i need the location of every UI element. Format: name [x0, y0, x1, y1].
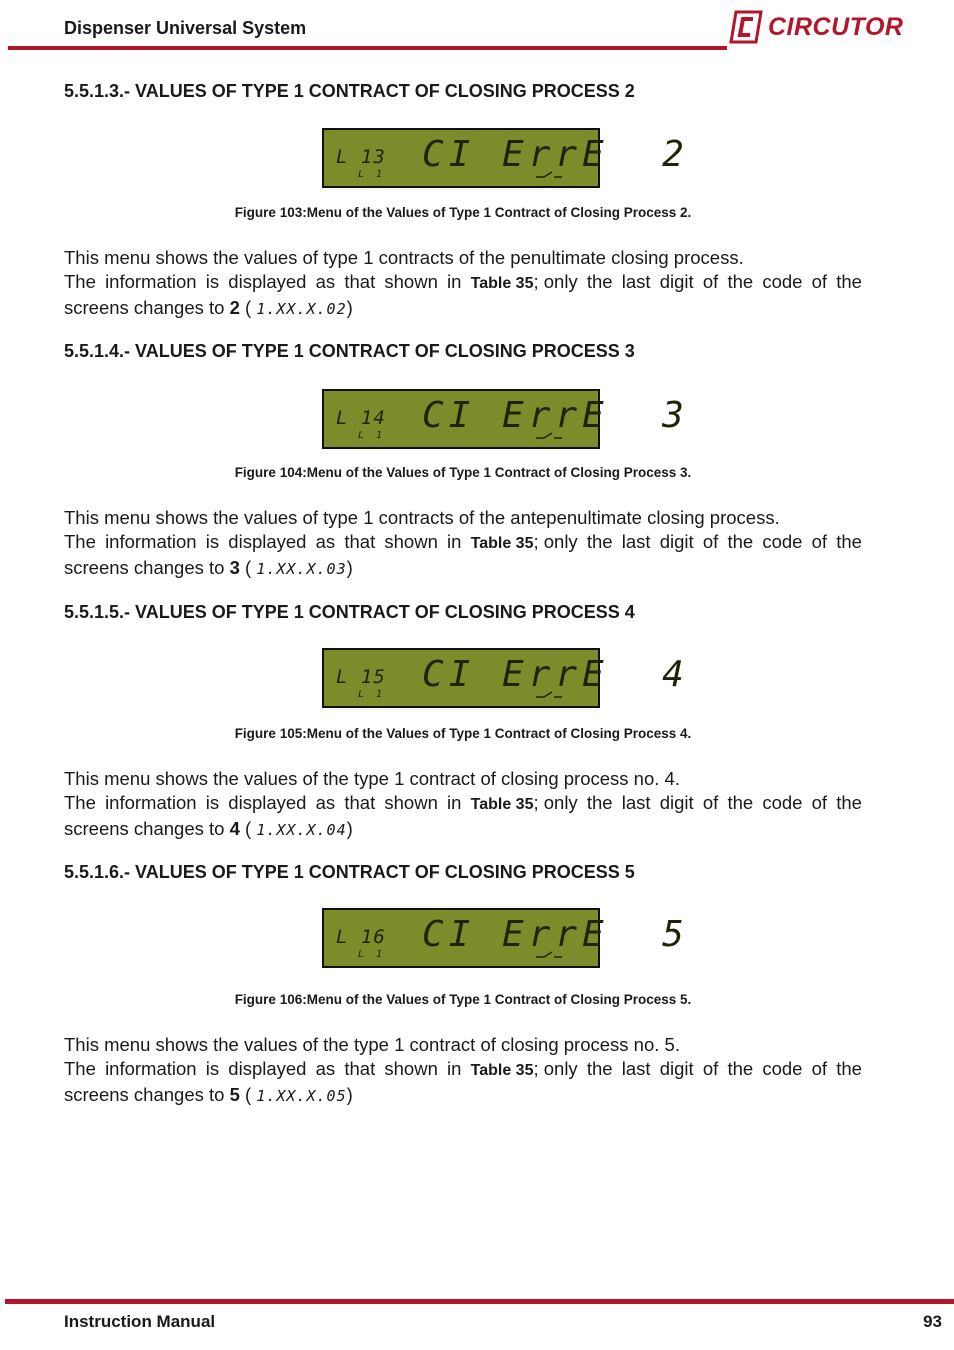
lcd-code: L 14: [336, 407, 386, 429]
lcd-display: [322, 908, 689, 968]
word: that: [344, 271, 376, 292]
word: of: [702, 1058, 719, 1079]
word: that: [344, 531, 376, 552]
figure-caption: Figure 104:Menu of the Values of Type 1 Contract of Closing Process 3.: [234, 465, 692, 480]
lcd-display: [322, 648, 689, 708]
word: ; only: [533, 531, 578, 552]
lcd-subcode: L 1: [358, 430, 386, 441]
word: ; only: [533, 1058, 578, 1079]
word: last: [621, 1058, 651, 1079]
paragraph-line: This menu shows the values of type 1 contracts of the antepenultimate closing process.: [64, 507, 780, 528]
word: that: [344, 792, 376, 813]
figure-caption: Figure 106:Menu of the Values of Type 1 Contract of Closing Process 5.: [234, 992, 692, 1007]
word: of: [702, 271, 719, 292]
footer-manual-title: Instruction Manual: [64, 1312, 216, 1331]
word: The: [64, 792, 96, 813]
paragraph-line: screens changes to 2 ( 1.XX.X.02): [64, 297, 353, 318]
word: of: [811, 792, 828, 813]
table-reference-link[interactable]: Table 35: [470, 796, 534, 813]
word: displayed: [228, 531, 307, 552]
table-reference-link[interactable]: Table 35: [470, 535, 534, 552]
lcd-main-text: CI ErrE 4: [422, 654, 689, 695]
word: information: [105, 271, 197, 292]
section-heading: 5.5.1.5.- VALUES OF TYPE 1 CONTRACT OF CLOSING PROCESS 4: [64, 602, 635, 622]
word: that: [344, 1058, 376, 1079]
contact-switch-icon: [534, 690, 564, 700]
screen-code: 1.XX.X.05: [256, 1087, 347, 1105]
paragraph-line-justified: [64, 530, 862, 556]
paragraph-line: screens changes to 4 ( 1.XX.X.04): [64, 818, 353, 839]
word: the: [586, 1058, 613, 1079]
lcd-main-text: CI ErrE 5: [422, 914, 689, 955]
digit-value: 5: [229, 1084, 240, 1105]
word: code: [762, 1058, 803, 1079]
paragraph: [64, 246, 862, 321]
brand-logo: [728, 8, 908, 46]
paragraph: [64, 506, 862, 581]
word: in: [447, 271, 462, 292]
word: of: [702, 792, 719, 813]
word: The: [64, 271, 96, 292]
page-number: 93: [923, 1312, 942, 1331]
lcd-main-text: CI ErrE 3: [422, 395, 689, 436]
word: of: [702, 531, 719, 552]
word: of: [811, 1058, 828, 1079]
word: as: [315, 271, 336, 292]
logo-text: CIRCUTOR: [768, 12, 904, 41]
contact-switch-icon: [534, 170, 564, 180]
lcd-code: L 15: [336, 666, 386, 688]
paragraph-line: This menu shows the values of the type 1 contract of closing process no. 5.: [64, 1034, 680, 1055]
section-heading: 5.5.1.3.- VALUES OF TYPE 1 CONTRACT OF CLOSING PROCESS 2: [64, 81, 635, 101]
paragraph-line: This menu shows the values of the type 1 contract of closing process no. 4.: [64, 768, 680, 789]
figure-caption: Figure 105:Menu of the Values of Type 1 Contract of Closing Process 4.: [234, 726, 692, 741]
word: shown: [384, 1058, 438, 1079]
word: the: [836, 531, 862, 552]
paragraph: [64, 1033, 862, 1108]
section-heading: 5.5.1.4.- VALUES OF TYPE 1 CONTRACT OF CLOSING PROCESS 3: [64, 341, 635, 361]
word: digit: [659, 792, 694, 813]
word: in: [447, 1058, 462, 1079]
word: ; only: [533, 271, 578, 292]
footer-rule: [5, 1299, 954, 1304]
lcd-main-text: CI ErrE 2: [422, 134, 689, 175]
contact-switch-icon: [534, 431, 564, 441]
word: is: [205, 531, 220, 552]
paragraph-line: This menu shows the values of type 1 contracts of the penultimate closing process.: [64, 247, 744, 268]
word: code: [762, 531, 803, 552]
word: the: [586, 271, 613, 292]
word: displayed: [228, 1058, 307, 1079]
table-reference-link[interactable]: Table 35: [470, 1062, 534, 1079]
word: of: [811, 271, 828, 292]
screen-code: 1.XX.X.03: [256, 560, 347, 578]
word: code: [762, 271, 803, 292]
word: displayed: [228, 792, 307, 813]
word: last: [621, 792, 651, 813]
word: is: [205, 1058, 220, 1079]
contact-switch-icon: [534, 950, 564, 960]
word: digit: [659, 271, 694, 292]
word: information: [105, 792, 197, 813]
word: is: [205, 792, 220, 813]
word: as: [315, 792, 336, 813]
screen-code: 1.XX.X.02: [256, 300, 347, 318]
word: in: [447, 792, 462, 813]
figure-caption: Figure 103:Menu of the Values of Type 1 Contract of Closing Process 2.: [234, 205, 692, 220]
paragraph-line: screens changes to 5 ( 1.XX.X.05): [64, 1084, 353, 1105]
word: shown: [384, 792, 438, 813]
paragraph-line: screens changes to 3 ( 1.XX.X.03): [64, 557, 353, 578]
word: The: [64, 531, 96, 552]
table-reference-link[interactable]: Table 35: [470, 275, 534, 292]
lcd-display: [322, 389, 689, 449]
word: the: [586, 792, 613, 813]
word: digit: [659, 531, 694, 552]
word: shown: [384, 271, 438, 292]
word: the: [727, 792, 754, 813]
paragraph: [64, 767, 862, 842]
word: displayed: [228, 271, 307, 292]
word: digit: [659, 1058, 694, 1079]
lcd-subcode: L 1: [358, 689, 386, 700]
paragraph-line-justified: [64, 270, 862, 296]
digit-value: 4: [229, 818, 240, 839]
word: the: [836, 792, 862, 813]
word: the: [727, 531, 754, 552]
lcd-code: L 16: [336, 926, 386, 948]
word: the: [727, 271, 754, 292]
section-heading: 5.5.1.6.- VALUES OF TYPE 1 CONTRACT OF CLOSING PROCESS 5: [64, 862, 635, 882]
word: The: [64, 1058, 96, 1079]
header-rule: [8, 46, 727, 50]
word: the: [836, 271, 862, 292]
word: the: [727, 1058, 754, 1079]
word: ; only: [533, 792, 578, 813]
word: shown: [384, 531, 438, 552]
screen-code: 1.XX.X.04: [256, 821, 347, 839]
word: last: [621, 531, 651, 552]
paragraph-line-justified: [64, 1057, 862, 1083]
word: of: [811, 531, 828, 552]
lcd-subcode: L 1: [358, 949, 386, 960]
word: last: [621, 271, 651, 292]
lcd-code: L 13: [336, 146, 386, 168]
lcd-subcode: L 1: [358, 169, 386, 180]
circutor-logo-icon: [728, 9, 764, 45]
digit-value: 3: [229, 557, 240, 578]
digit-value: 2: [229, 297, 240, 318]
word: the: [836, 1058, 862, 1079]
word: the: [586, 531, 613, 552]
word: as: [315, 531, 336, 552]
document-title: Dispenser Universal System: [64, 18, 307, 38]
word: is: [205, 271, 220, 292]
word: as: [315, 1058, 336, 1079]
paragraph-line-justified: [64, 791, 862, 817]
word: in: [447, 531, 462, 552]
lcd-display: [322, 128, 689, 188]
word: information: [105, 531, 197, 552]
word: code: [762, 792, 803, 813]
word: information: [105, 1058, 197, 1079]
